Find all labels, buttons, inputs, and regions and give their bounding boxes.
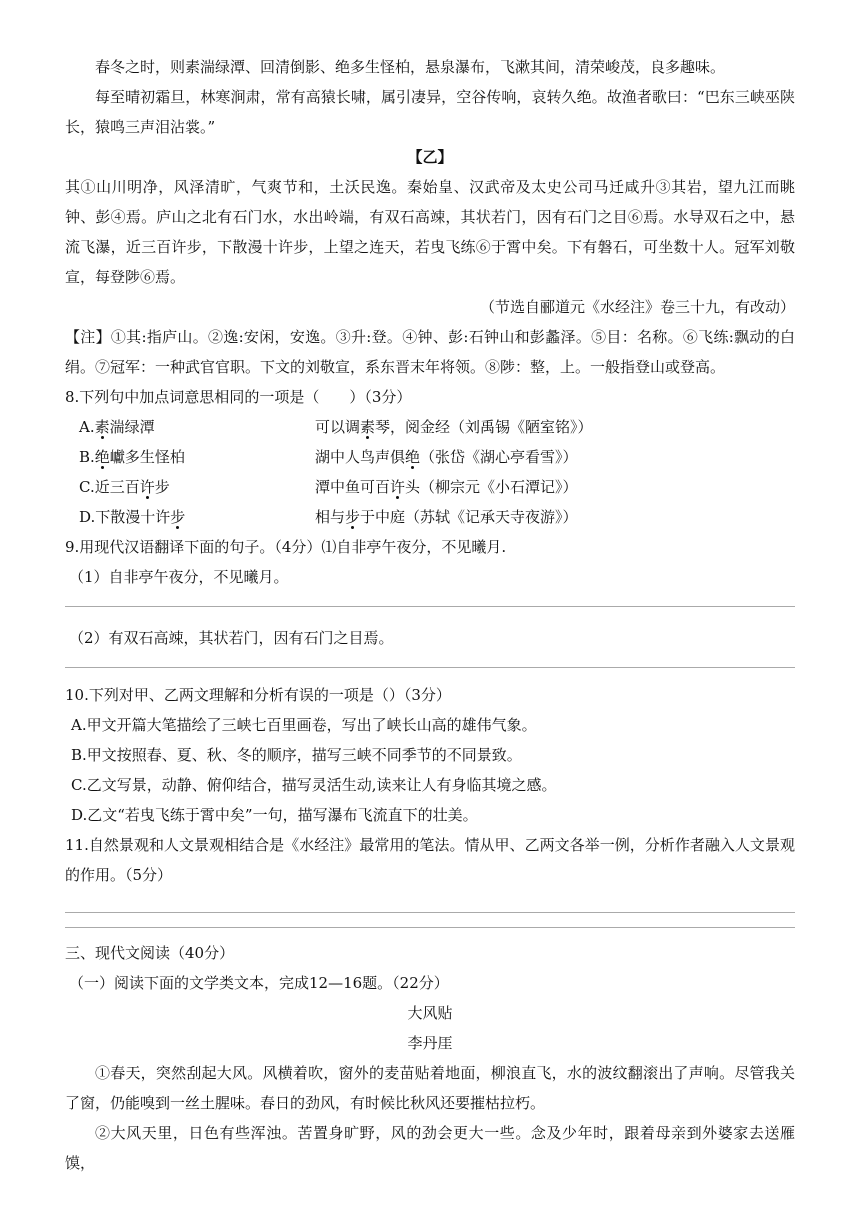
- text: 可以调: [315, 418, 361, 436]
- jia-paragraph-2: 每至晴初霜旦，林寒涧肃，常有高猿长啸，属引凄异，空谷传响，哀转久绝。故渔者歌曰：“巴东三峡巫陕长，猿鸣三声泪沾裳。”: [65, 88, 795, 136]
- option-label: D.: [79, 508, 96, 526]
- q9-stem: 9.用现代汉语翻译下面的句子。（4分）⑴自非亭午夜分，不见曦月.: [65, 538, 507, 556]
- q10-option-d: D.乙文“若曳飞练于霄中矣”一句，描写瀑布飞流直下的壮美。: [71, 806, 478, 824]
- exam-page: [65, 52, 795, 1178]
- answer-line[interactable]: [65, 927, 795, 928]
- option-label: A.: [79, 418, 95, 436]
- q8-option-b: [65, 442, 795, 472]
- text: 下散漫十许: [95, 508, 171, 526]
- essay-title: 大风贴: [407, 1004, 453, 1022]
- text: 头（柳宗元《小石潭记》）: [405, 478, 578, 496]
- q11-stem: 11.自然景观和人文景观相结合是《水经注》最常用的笔法。情从甲、乙两文各举一例，分析作者融入人文景观的作用。（5分）: [65, 836, 795, 884]
- dotted-word: 许: [390, 478, 406, 496]
- source-citation: （节选自郦道元《水经注》卷三十九，有改动）: [479, 298, 795, 316]
- q8-options: [65, 412, 795, 532]
- q9-sentence-1: （1）自非亭午夜分，不见曦月。: [69, 568, 289, 586]
- text: 湍绿潭: [109, 418, 155, 436]
- yi-heading: 【乙】: [407, 148, 453, 166]
- option-label: B.: [79, 448, 95, 466]
- text: 近三百: [94, 478, 140, 496]
- q8-option-a-right: [315, 412, 593, 442]
- jia-paragraph-1: 春冬之时，则素湍绿潭、回清倒影、绝多生怪柏，悬泉瀑布，飞漱其间，清荣峻茂，良多趣味。: [95, 58, 726, 76]
- dotted-word: 绝: [94, 448, 110, 466]
- option-label: C.: [79, 478, 95, 496]
- q8-option-d-right: [315, 502, 578, 532]
- text: 琴，阅金经（刘禹锡《陋室铭》）: [375, 418, 593, 436]
- q8-stem: 8.下列句中加点词意思相同的一项是（ ）（3分）: [65, 388, 412, 406]
- dotted-word: 素: [360, 418, 376, 436]
- essay-paragraph-2: ②大风天里，日色有些浑浊。苦置身旷野，风的劲会更大一些。念及少年时，跟着母亲到外婆家去送雁馍，: [65, 1124, 795, 1172]
- q9-sentence-2: （2）有双石高竦，其状若门，因有石门之目焉。: [69, 629, 394, 647]
- q8-option-c: [65, 472, 795, 502]
- q8-option-c-right: [315, 472, 578, 502]
- text: 步: [154, 478, 170, 496]
- q8-option-b-right: [315, 442, 578, 472]
- q10-option-c: C.乙文写景，动静、俯仰结合，描写灵活生动,读来让人有身临其境之感。: [71, 776, 557, 794]
- notes: 【注】①其:指庐山。②逸:安闲，安逸。③升:登。④钟、彭:石钟山和彭蠡泽。⑤目：名称。⑥飞练:飘动的白绢。⑦冠军：一种武官官职。下文的刘敬宣，系东晋末年将领。⑧陟：整，上。一般指登山或登高。: [65, 328, 795, 376]
- subsection-heading: （一）阅读下面的文学类文本，完成12—16题。（22分）: [69, 974, 449, 992]
- q8-option-d-left: [79, 502, 315, 532]
- q8-option-d: [65, 502, 795, 532]
- answer-line[interactable]: [65, 606, 795, 607]
- dotted-word: 绝: [405, 448, 421, 466]
- dotted-word: 素: [94, 418, 110, 436]
- answer-line[interactable]: [65, 667, 795, 668]
- q10-option-a: A.甲文开篇大笔描绘了三峡七百里画卷，写出了峡长山高的雄伟气象。: [71, 716, 537, 734]
- essay-author: 李丹厓: [407, 1034, 453, 1052]
- text: 相与: [315, 508, 346, 526]
- dotted-word: 许: [139, 478, 155, 496]
- dotted-word: 步: [345, 508, 361, 526]
- q8-option-b-left: [79, 442, 315, 472]
- text: 于中庭（苏轼《记承天寺夜游》）: [360, 508, 578, 526]
- answer-line[interactable]: [65, 912, 795, 913]
- text: 巘多生怪柏: [109, 448, 185, 466]
- text: （张岱《湖心亭看雪》）: [420, 448, 578, 466]
- q8-option-a-left: [79, 412, 315, 442]
- dotted-word: 步: [170, 508, 186, 526]
- section-heading: 三、现代文阅读（40分）: [65, 944, 235, 962]
- q8-option-a: [65, 412, 795, 442]
- essay-paragraph-1: ①春天，突然刮起大风。风横着吹，窗外的麦苗贴着地面，柳浪直飞，水的波纹翻滚出了声响。尽管我关了窗，仍能嗅到一丝土腥味。春日的劲风，有时候比秋风还要摧枯拉朽。: [65, 1064, 795, 1112]
- q10-stem: 10.下列对甲、乙两文理解和分析有误的一项是（）（3分）: [65, 686, 451, 704]
- q10-option-b: B.甲文按照春、夏、秋、冬的顺序，描写三峡不同季节的不同景致。: [71, 746, 522, 764]
- q8-option-c-left: [79, 472, 315, 502]
- text: 潭中鱼可百: [315, 478, 391, 496]
- text: 湖中人鸟声俱: [315, 448, 406, 466]
- yi-text: 其①山川明净，风泽清旷，气爽节和，土沃民逸。秦始皇、汉武帝及太史公司马迁咸升③其岩，望九江而眺钟、彭④焉。庐山之北有石门水，水出岭端，有双石高竦，其状若门，因有石门之目⑥焉。水导双石之中，悬流飞瀑，近三百许步，下散漫十许步，上望之连天，若曳飞练⑥于霄中矣。下有磐石，可坐数十人。冠军刘敬宣，每登陟⑥焉。: [65, 178, 795, 286]
